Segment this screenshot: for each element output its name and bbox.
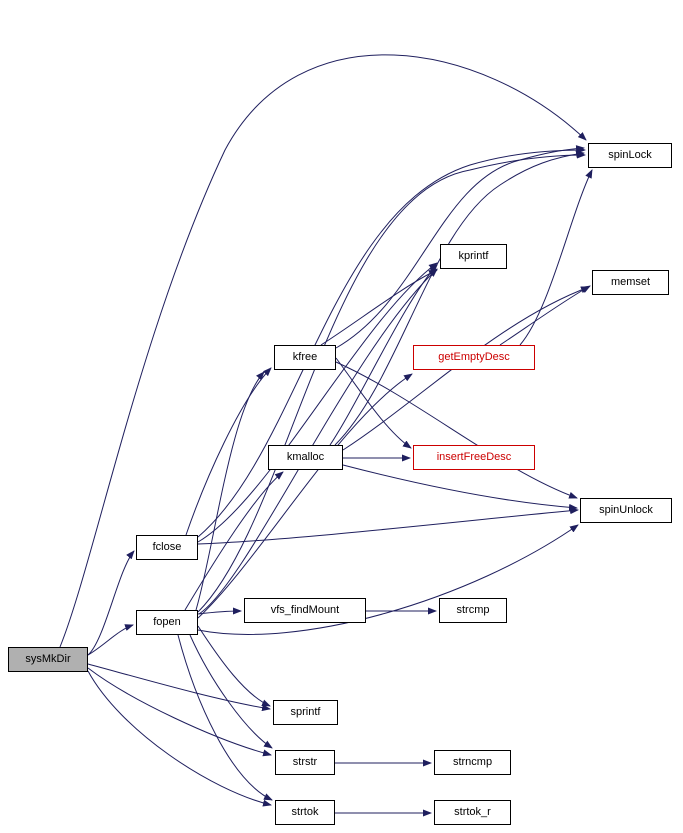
node-strtok[interactable]: strtok [275,800,335,825]
node-strncmp[interactable]: strncmp [434,750,511,775]
node-kfree[interactable]: kfree [274,345,336,370]
node-strcmp[interactable]: strcmp [439,598,507,623]
node-strtok-r[interactable]: strtok_r [434,800,511,825]
node-spinlock[interactable]: spinLock [588,143,672,168]
node-strstr[interactable]: strstr [275,750,335,775]
node-fopen[interactable]: fopen [136,610,198,635]
node-insertfreedesc[interactable]: insertFreeDesc [413,445,535,470]
node-kmalloc[interactable]: kmalloc [268,445,343,470]
node-spinunlock[interactable]: spinUnlock [580,498,672,523]
node-sysmkdir[interactable]: sysMkDir [8,647,88,672]
node-kprintf[interactable]: kprintf [440,244,507,269]
node-getemptydesc[interactable]: getEmptyDesc [413,345,535,370]
node-sprintf[interactable]: sprintf [273,700,338,725]
node-memset[interactable]: memset [592,270,669,295]
node-vfs-findmount[interactable]: vfs_findMount [244,598,366,623]
node-fclose[interactable]: fclose [136,535,198,560]
